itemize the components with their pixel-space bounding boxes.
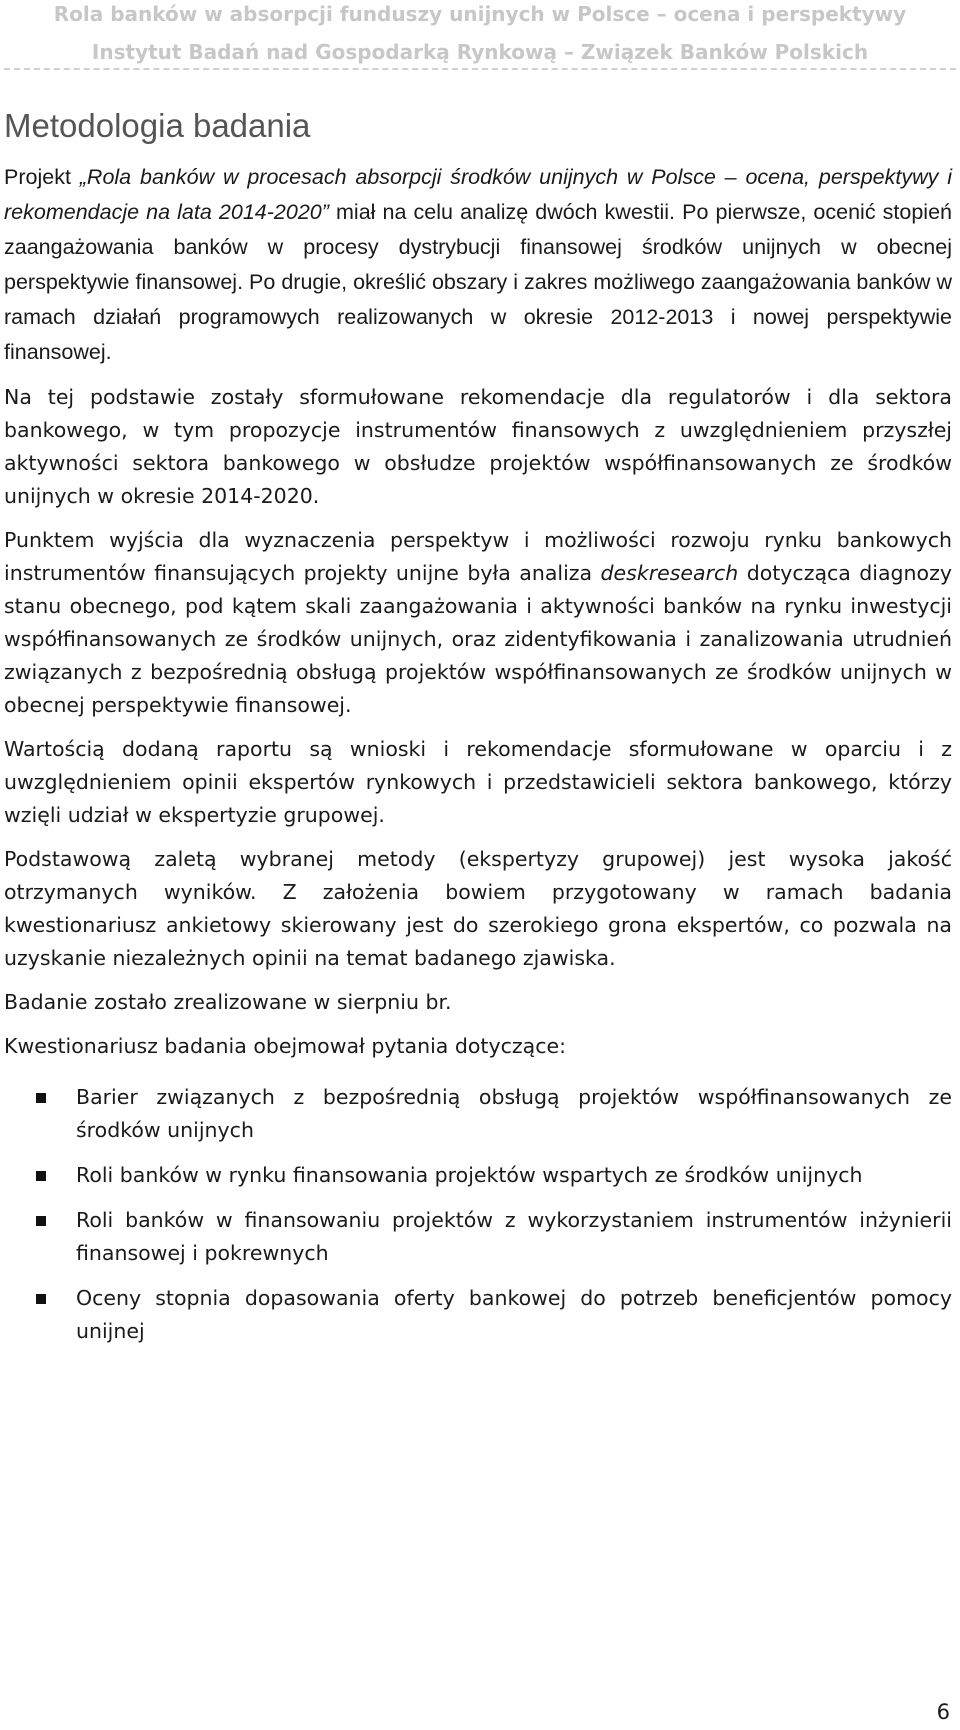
paragraph-recommendations: Na tej podstawie zostały sformułowane rekomendacje dla regulatorów i dla sektora bankowego, w tym propozycje instrumentów finansowych z uwzględnieniem przyszłej aktywności sektora bankowego w obsłudze projektów współfinansowanych ze środków unijnych w okresie 2014-2020. xyxy=(4,385,952,508)
project-title: „Rola banków w procesach absorpcji środków unijnych w Polsce – ocena, perspektywy i rekomendacje na lata 2014-2020” xyxy=(4,165,952,224)
paragraph-survey-date: Badanie zostało zrealizowane w sierpniu br. xyxy=(4,990,452,1014)
intro-text-second-goal: Po drugie, określić obszary i zakres możliwego zaangażowania banków w ramach działań programowych realizowanych w okresie 2012-2013 i nowej perspektywie finansowej. xyxy=(4,270,952,364)
page-number: 6 xyxy=(936,1700,950,1724)
intro-text-start: Projekt xyxy=(4,165,80,189)
question-text: Roli banków w finansowaniu projektów z wykorzystaniem instrumentów inżynierii finansowej i pokrewnych xyxy=(76,1208,952,1265)
questions-list xyxy=(4,1081,952,1348)
header-divider xyxy=(4,68,956,70)
deskresearch-term: deskresearch xyxy=(600,561,739,585)
paragraph-added-value: Wartością dodaną raportu są wnioski i rekomendacje sformułowane w oparciu i z uwzględnieniem opinii ekspertów rynkowych i przedstawicieli sektora bankowego, którzy wzięli udział w ekspertyzie grupowej. xyxy=(4,737,952,827)
intro-paragraph xyxy=(4,160,952,370)
paragraph-starting-point xyxy=(4,524,952,722)
starting-point-text-start: Punktem wyjścia dla wyznaczenia perspektyw i możliwości rozwoju rynku bankowych instrumentów finansujących projekty unijne była analiza xyxy=(4,528,952,585)
list-item xyxy=(4,1081,952,1147)
question-text: Barier związanych z bezpośrednią obsługą projektów współfinansowanych ze środków unijnych xyxy=(76,1085,952,1142)
paragraph-questionnaire-intro: Kwestionariusz badania obejmował pytania dotyczące: xyxy=(4,1034,566,1058)
paragraph-method-advantage: Podstawową zaletą wybranej metody (ekspertyzy grupowej) jest wysoka jakość otrzymanych wyników. Z założenia bowiem przygotowany w ramach badania kwestionariusz ankietowy skierowany jest do szerokiego grona ekspertów, co pozwala na uzyskanie niezależnych opinii na temat badanego zjawiska. xyxy=(4,847,952,970)
intro-text-continued: miał na celu analizę dwóch kwestii. Po pierwsze, ocenić stopień zaangażowania banków w procesy dystrybucji finansowej środków unijnych w obecnej perspektywie finansowej. xyxy=(4,200,953,294)
page-content xyxy=(4,106,952,1360)
question-text: Roli banków w rynku finansowania projektów wspartych ze środków unijnych xyxy=(76,1163,863,1187)
square-bullet-icon xyxy=(36,1216,46,1226)
starting-point-text-end: dotycząca diagnozy stanu obecnego, pod kątem skali zaangażowania i aktywności banków na rynku inwestycji współfinansowanych ze środków unijnych, oraz zidentyfikowania i zanalizowania utrudnień związanych z bezpośrednią obsługą projektów współfinansowanych ze środków unijnych w obecnej perspektywie finansowej. xyxy=(4,561,952,717)
question-text: Oceny stopnia dopasowania oferty bankowej do potrzeb beneficjentów pomocy unijnej xyxy=(76,1286,952,1343)
section-title: Metodologia badania xyxy=(4,107,311,144)
list-item xyxy=(4,1204,952,1270)
list-item xyxy=(4,1159,952,1192)
square-bullet-icon xyxy=(36,1294,46,1304)
header-authors: Instytut Badań nad Gospodarką Rynkową – Związek Banków Polskich xyxy=(91,40,869,64)
square-bullet-icon xyxy=(36,1171,46,1181)
list-item xyxy=(4,1282,952,1348)
square-bullet-icon xyxy=(36,1093,46,1103)
header-report-title: Rola banków w absorpcji funduszy unijnych w Polsce – ocena i perspektywy xyxy=(53,2,907,26)
